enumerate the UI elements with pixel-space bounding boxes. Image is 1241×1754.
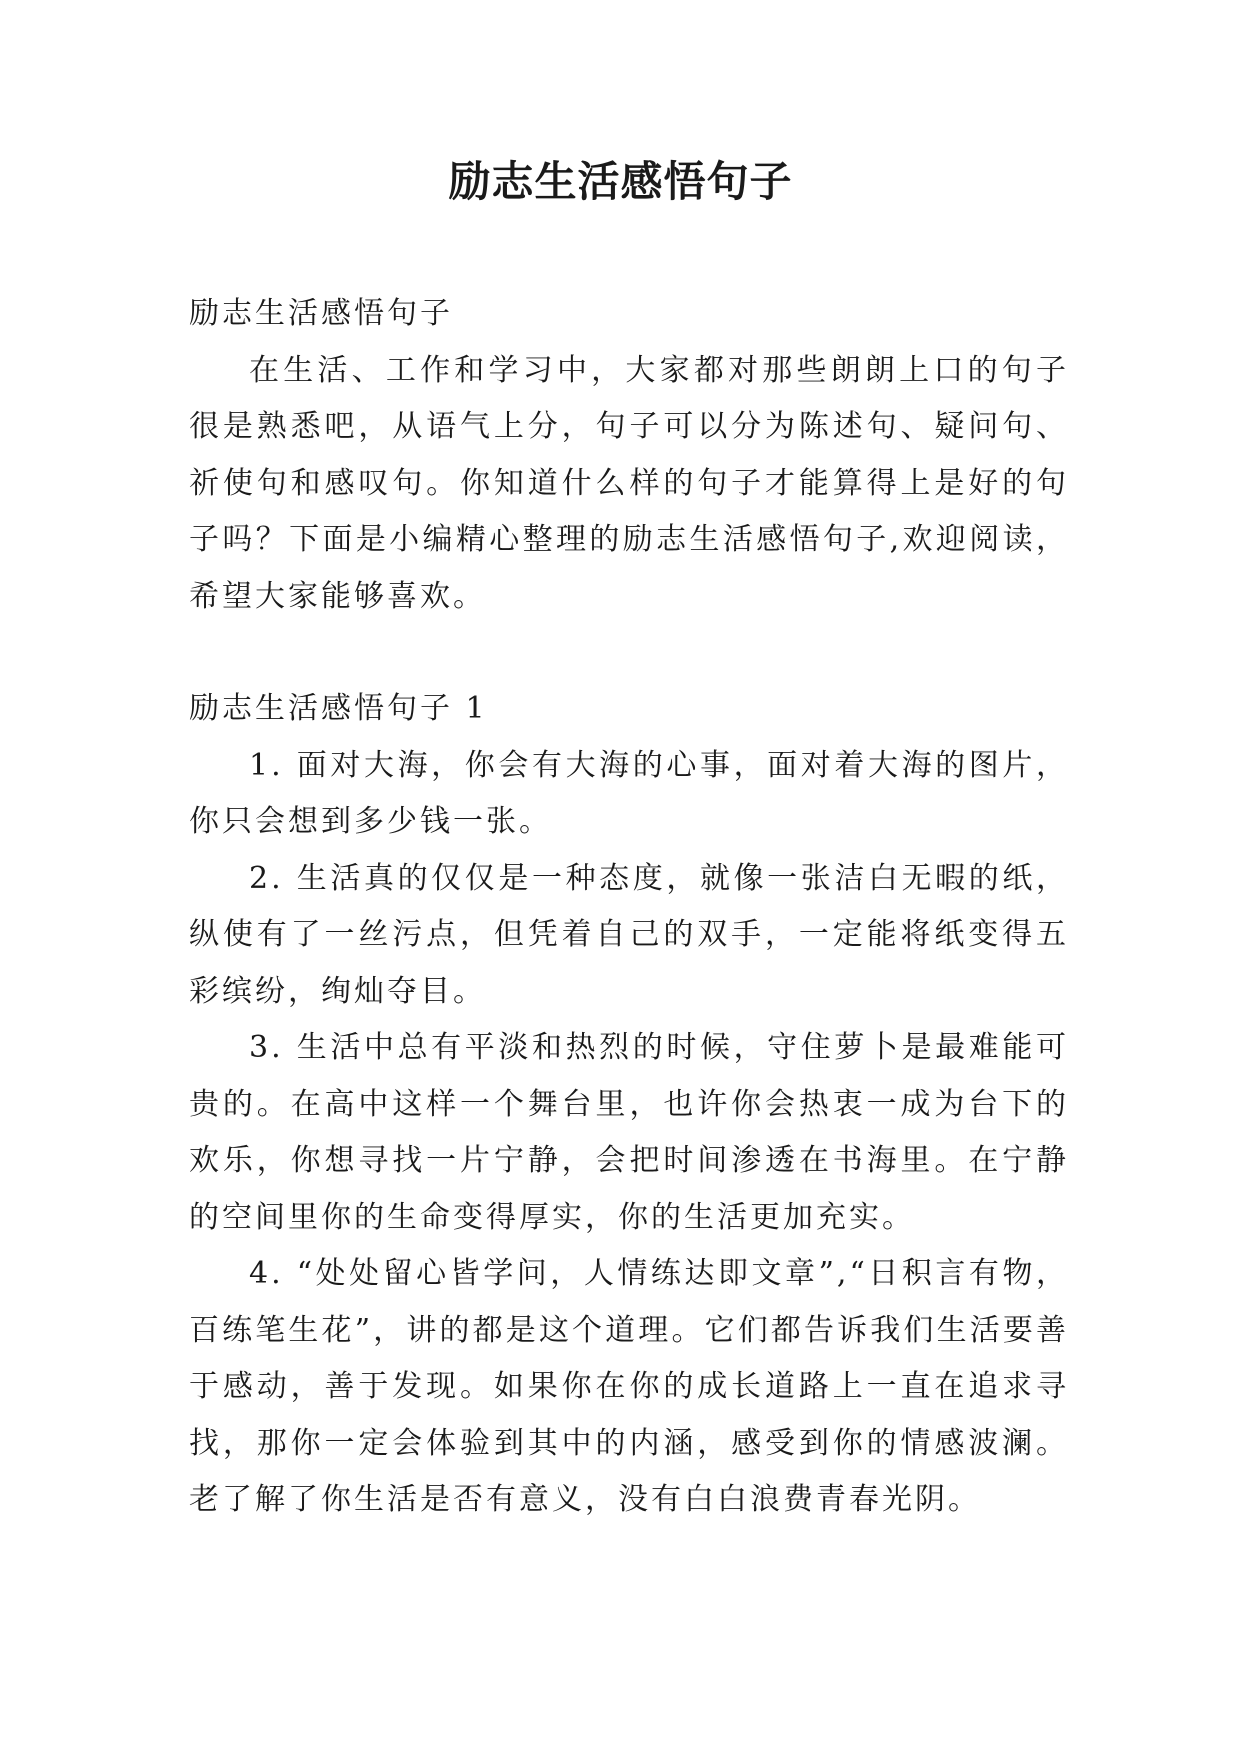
list-item: 3. 生活中总有平淡和热烈的时候，守住萝卜是最难能可贵的。在高中这样一个舞台里，也许你会热衷一成为台下的欢乐，你想寻找一片宁静，会把时间渗透在书海里。在宁静的空间里你的生命变得厚实，你的生活更加充实。 bbox=[189, 1030, 1069, 1235]
intro-heading: 励志生活感悟句子 bbox=[189, 296, 453, 331]
document-body bbox=[189, 286, 1069, 1529]
section-heading: 励志生活感悟句子 1 bbox=[189, 691, 488, 726]
list-item: 1. 面对大海，你会有大海的心事，面对着大海的图片，你只会想到多少钱一张。 bbox=[189, 747, 1069, 839]
document-title: 励志生活感悟句子 bbox=[448, 157, 793, 206]
section-spacer bbox=[189, 625, 1069, 681]
list-item: 4. “处处留心皆学问，人情练达即文章”,“日积言有物，百练笔生花”，讲的都是这个道理。它们都告诉我们生活要善于感动，善于发现。如果你在你的成长道路上一直在追求寻找，那你一定会体验到其中的内涵，感受到你的情感波澜。老了解了你生活是否有意义，没有白白浪费青春光阴。 bbox=[189, 1256, 1069, 1517]
list-item: 2. 生活真的仅仅是一种态度，就像一张洁白无暇的纸，纵使有了一丝污点，但凭着自己的双手，一定能将纸变得五彩缤纷，绚灿夺目。 bbox=[189, 860, 1069, 1009]
intro-paragraph: 在生活、工作和学习中，大家都对那些朗朗上口的句子很是熟悉吧，从语气上分，句子可以分为陈述句、疑问句、祈使句和感叹句。你知道什么样的句子才能算得上是好的句子吗？下面是小编精心整理的励志生活感悟句子,欢迎阅读，希望大家能够喜欢。 bbox=[189, 352, 1069, 614]
